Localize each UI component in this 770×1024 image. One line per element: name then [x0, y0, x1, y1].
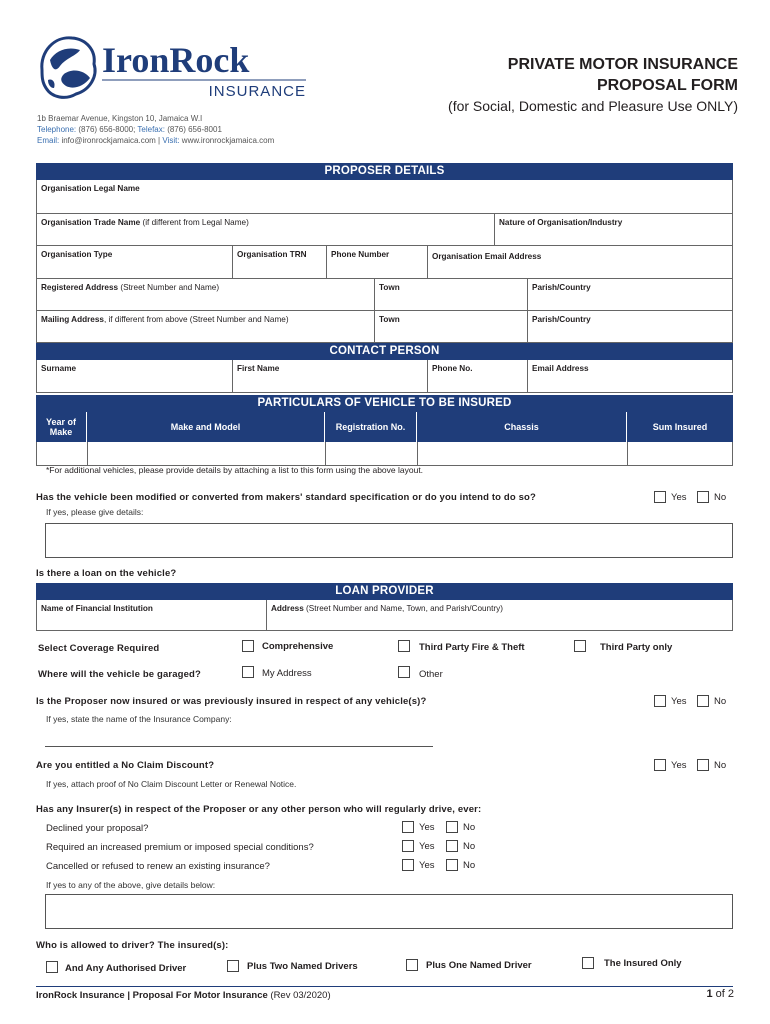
increased-premium-no-label: No: [463, 841, 476, 852]
declined-label: Declined your proposal?: [46, 823, 149, 834]
insured-only-checkbox[interactable]: [582, 957, 594, 969]
ncd-no-checkbox[interactable]: [697, 759, 709, 771]
registered-parish-field[interactable]: Parish/Country: [527, 279, 732, 310]
col-registration-no: Registration No.: [324, 412, 416, 442]
year-of-make-input[interactable]: [37, 442, 87, 465]
ncd-question: Are you entitled a No Claim Discount?: [36, 760, 215, 771]
surname-field[interactable]: Surname: [41, 364, 77, 373]
two-named-drivers-checkbox[interactable]: [227, 960, 239, 972]
my-address-checkbox[interactable]: [242, 666, 254, 678]
other-checkbox[interactable]: [398, 666, 410, 678]
mailing-address-field[interactable]: Mailing Address, if different from above (Street Number and Name): [41, 315, 289, 324]
phone-no-field[interactable]: Phone No.: [427, 360, 527, 392]
col-sum-insured: Sum Insured: [626, 412, 733, 442]
one-named-driver-label: Plus One Named Driver: [426, 960, 532, 971]
ncd-no-label: No: [714, 760, 727, 771]
vehicle-table-row: [36, 442, 733, 466]
title-line2: PROPOSAL FORM: [596, 77, 738, 94]
financial-institution-field[interactable]: Name of Financial Institution: [41, 604, 153, 613]
increased-premium-no-checkbox[interactable]: [446, 840, 458, 852]
modified-yes-label: Yes: [671, 492, 687, 503]
third-party-fire-theft-checkbox[interactable]: [398, 640, 410, 652]
modified-no-checkbox[interactable]: [697, 491, 709, 503]
one-named-driver-checkbox[interactable]: [406, 959, 418, 971]
logo-graphic: [36, 30, 316, 110]
modified-no-label: No: [714, 492, 727, 503]
any-authorised-driver-label: And Any Authorised Driver: [65, 963, 187, 974]
title-line1: PRIVATE MOTOR INSURANCE: [507, 56, 738, 73]
ncd-detail-label: If yes, attach proof of No Claim Discount Letter or Renewal Notice.: [46, 779, 297, 789]
svg-text:INSURANCE: INSURANCE: [208, 83, 306, 100]
garage-label: Where will the vehicle be garaged?: [38, 669, 201, 680]
cancelled-yes-checkbox[interactable]: [402, 859, 414, 871]
col-year-of-make: Year of Make: [45, 417, 76, 437]
declined-yes-checkbox[interactable]: [402, 821, 414, 833]
increased-premium-yes-label: Yes: [419, 841, 435, 852]
other-label: Other: [419, 669, 443, 680]
cancelled-label: Cancelled or refused to renew an existing insurance?: [46, 861, 270, 872]
vehicle-particulars-header: PARTICULARS OF VEHICLE TO BE INSURED: [36, 395, 733, 412]
col-chassis: Chassis: [416, 412, 626, 442]
form-title: [508, 54, 738, 96]
address-line: 1b Braemar Avenue, Kingston 10, Jamaica W.I: [37, 114, 203, 123]
footer-text: IronRock Insurance | Proposal For Motor Insurance (Rev 03/2020): [36, 990, 331, 1001]
ncd-yes-checkbox[interactable]: [654, 759, 666, 771]
mailing-parish-field[interactable]: Parish/Country: [527, 311, 732, 342]
cancelled-no-checkbox[interactable]: [446, 859, 458, 871]
third-party-fire-theft-label: Third Party Fire & Theft: [419, 642, 525, 653]
loan-address-field[interactable]: Address (Street Number and Name, Town, and Parish/Country): [266, 600, 732, 630]
insured-yes-label: Yes: [671, 696, 687, 707]
cancelled-no-label: No: [463, 860, 476, 871]
sum-insured-input[interactable]: [627, 442, 732, 465]
vehicle-table-header: [36, 412, 733, 442]
insured-no-checkbox[interactable]: [697, 695, 709, 707]
ironrock-logo: [36, 30, 316, 110]
any-authorised-driver-checkbox[interactable]: [46, 961, 58, 973]
third-party-only-label: Third Party only: [600, 642, 673, 653]
phone-line: Telephone: (876) 656-8000; Telefax: (876) 656-8001: [37, 125, 222, 134]
rock-emblem-icon: [42, 38, 95, 98]
modified-details-textarea[interactable]: [45, 523, 733, 558]
nature-of-org-field[interactable]: Nature of Organisation/Industry: [494, 214, 732, 245]
drivers-question: Who is allowed to driver? The insured(s):: [36, 940, 229, 951]
two-named-drivers-label: Plus Two Named Drivers: [247, 961, 358, 972]
insured-question: Is the Proposer now insured or was previously insured in respect of any vehicle(s)?: [36, 696, 427, 707]
loan-question: Is there a loan on the vehicle?: [36, 568, 177, 579]
declined-yes-label: Yes: [419, 822, 435, 833]
org-trn-field[interactable]: Organisation TRN: [232, 246, 326, 278]
insurance-company-input[interactable]: [45, 746, 433, 747]
chassis-input[interactable]: [417, 442, 627, 465]
phone-number-field[interactable]: Phone Number: [326, 246, 427, 278]
insurer-detail-label: If yes to any of the above, give details below:: [46, 880, 216, 890]
vehicle-table: [36, 412, 733, 466]
third-party-only-checkbox[interactable]: [574, 640, 586, 652]
insured-yes-checkbox[interactable]: [654, 695, 666, 707]
cancelled-yes-label: Yes: [419, 860, 435, 871]
declined-no-label: No: [463, 822, 476, 833]
mailing-town-field[interactable]: Town: [374, 311, 527, 342]
my-address-label: My Address: [262, 668, 312, 679]
modified-yes-checkbox[interactable]: [654, 491, 666, 503]
ncd-yes-label: Yes: [671, 760, 687, 771]
proposer-details-header: PROPOSER DETAILS: [36, 163, 733, 180]
comprehensive-checkbox[interactable]: [242, 640, 254, 652]
insurer-question: Has any Insurer(s) in respect of the Proposer or any other person who will regularly drive, ever:: [36, 804, 482, 815]
org-trade-name-field[interactable]: Organisation Trade Name (if different from Legal Name): [41, 218, 249, 227]
footer-divider: [36, 986, 733, 987]
svg-text:IronRock: IronRock: [102, 40, 250, 80]
insured-only-label: The Insured Only: [604, 958, 682, 969]
loan-provider-grid: [36, 600, 733, 631]
col-make-and-model: Make and Model: [86, 412, 324, 442]
registration-input[interactable]: [325, 442, 417, 465]
first-name-field[interactable]: First Name: [232, 360, 427, 392]
org-type-field[interactable]: Organisation Type: [41, 250, 113, 259]
registered-town-field[interactable]: Town: [374, 279, 527, 310]
make-model-input[interactable]: [87, 442, 325, 465]
org-email-field[interactable]: Organisation Email Address: [427, 246, 732, 278]
modified-question: Has the vehicle been modified or converted from makers' standard specification or do you intend to do so?: [36, 492, 536, 503]
company-address: [37, 113, 274, 146]
page-number: 1 of 2: [706, 988, 734, 1000]
proposer-details-grid: [36, 180, 733, 343]
insured-no-label: No: [714, 696, 727, 707]
comprehensive-label: Comprehensive: [262, 641, 334, 652]
insured-detail-label: If yes, state the name of the Insurance Company:: [46, 714, 232, 724]
loan-provider-header: LOAN PROVIDER: [36, 583, 733, 600]
org-legal-name-field[interactable]: Organisation Legal Name: [41, 184, 140, 193]
increased-premium-label: Required an increased premium or imposed special conditions?: [46, 842, 314, 853]
email-line: Email: info@ironrockjamaica.com | Visit: www.ironrockjamaica.com: [37, 136, 275, 145]
form-subtitle: (for Social, Domestic and Pleasure Use ONLY): [448, 98, 738, 114]
insurer-details-textarea[interactable]: [45, 894, 733, 929]
contact-person-grid: [36, 360, 733, 393]
vehicle-note: *For additional vehicles, please provide details by attaching a list to this form using the above layout.: [46, 465, 424, 475]
increased-premium-yes-checkbox[interactable]: [402, 840, 414, 852]
coverage-label: Select Coverage Required: [38, 643, 160, 654]
declined-no-checkbox[interactable]: [446, 821, 458, 833]
modified-detail-label: If yes, please give details:: [46, 507, 144, 517]
contact-person-header: CONTACT PERSON: [36, 343, 733, 360]
registered-address-field[interactable]: Registered Address (Street Number and Name): [41, 283, 220, 292]
email-address-field[interactable]: Email Address: [527, 360, 732, 392]
